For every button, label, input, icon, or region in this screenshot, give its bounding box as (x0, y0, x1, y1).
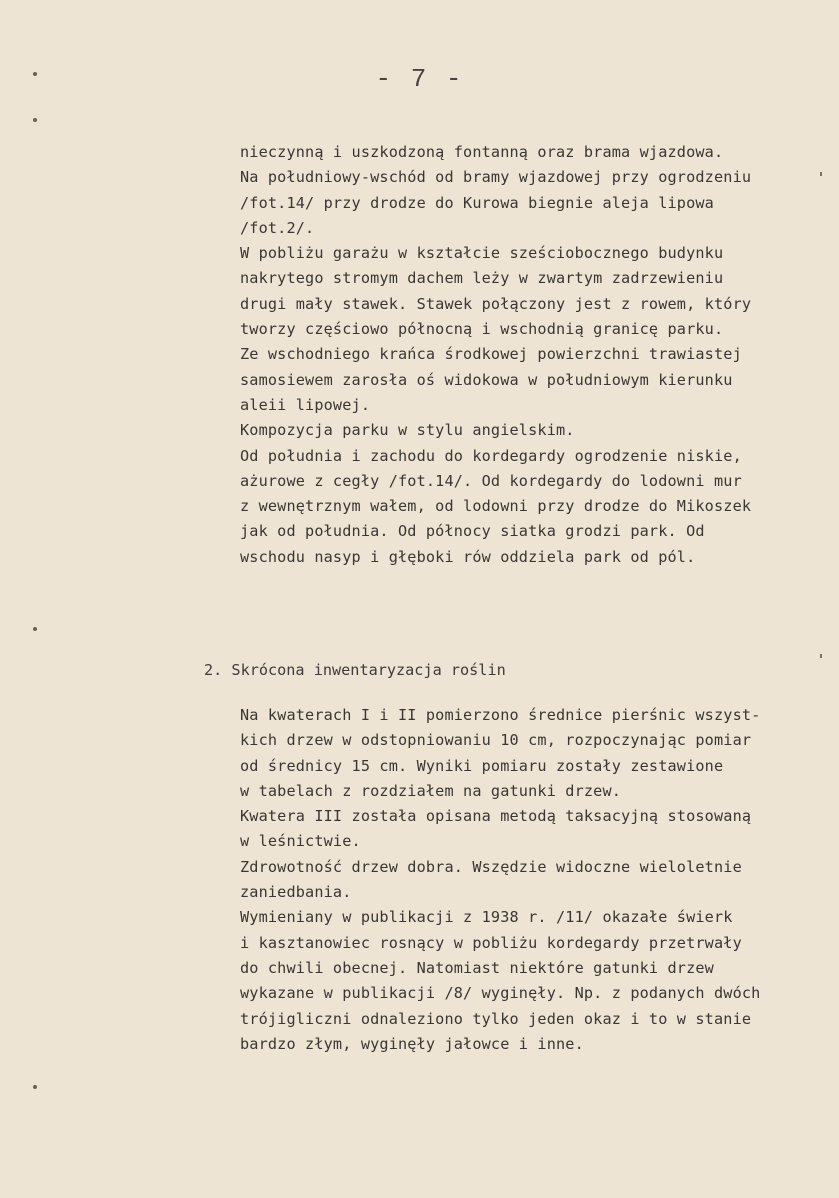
section-heading: 2. Skrócona inwentaryzacja roślin (204, 661, 506, 679)
text-line: W pobliżu garażu w kształcie sześciobocznego budynku (240, 244, 724, 263)
text-line: nakrytego stromym dachem leży w zwartym zadrzewieniu (240, 269, 724, 288)
body-text-part2 (240, 703, 830, 1057)
text-line: nieczynną i uszkodzoną fontanną oraz brama wjazdowa. (240, 143, 724, 161)
text-line: /fot.14/ przy drodze do Kurowa biegnie aleja lipowa (240, 193, 714, 212)
punch-mark-2 (33, 118, 37, 122)
text-line: Wymieniany w publikacji z 1938 r. /11/ okazałe świerk (240, 908, 733, 927)
punch-mark-3 (33, 627, 37, 631)
text-line: Na kwaterach I i II pomierzono średnice pierśnic wszyst- (240, 706, 761, 724)
text-line: trójigliczni odnaleziono tylko jeden okaz i to w stanie (240, 1009, 752, 1028)
text-line: Na południowy-wschód od bramy wjazdowej przy ogrodzeniu (240, 168, 752, 187)
text-line: samosiewem zarosła oś widokowa w południowym kierunku (240, 370, 733, 389)
text-line: Zdrowotność drzew dobra. Wszędzie widoczne wieloletnie (240, 857, 742, 876)
text-line: /fot.2/. (240, 218, 315, 237)
text-line: kich drzew w odstopniowaniu 10 cm, rozpoczynając pomiar (240, 731, 752, 750)
text-line: i kasztanowiec rosnący w pobliżu kordegardy przetrwały (240, 933, 742, 952)
text-line: od średnicy 15 cm. Wyniki pomiaru zostały zestawione (240, 756, 724, 775)
text-line: tworzy częściowo północną i wschodnią granicę parku. (240, 320, 724, 339)
margin-mark-2 (820, 654, 822, 658)
text-line: Od południa i zachodu do kordegardy ogrodzenie niskie, (240, 446, 742, 465)
page-number: - 7 - (375, 64, 464, 94)
text-line: aleii lipowej. (240, 395, 371, 414)
body-text-part1 (240, 140, 830, 570)
text-line: z wewnętrznym wałem, od lodowni przy drodze do Mikoszek (240, 497, 752, 516)
text-line: ażurowe z cegły /fot.14/. Od kordegardy do lodowni mur (240, 471, 742, 490)
text-line: Kwatera III została opisana metodą taksacyjną stosowaną (240, 807, 752, 826)
text-line: Kompozycja parku w stylu angielskim. (240, 421, 575, 440)
text-line: Ze wschodniego krańca środkowej powierzchni trawiastej (240, 345, 742, 364)
text-line: bardzo złym, wyginęły jałowce i inne. (240, 1034, 584, 1053)
text-line: drugi mały stawek. Stawek połączony jest z rowem, który (240, 294, 752, 313)
text-line: do chwili obecnej. Natomiast niektóre gatunki drzew (240, 958, 714, 977)
text-line: wschodu nasyp i głęboki rów oddziela park od pól. (240, 547, 696, 566)
text-line: w tabelach z rozdziałem na gatunki drzew. (240, 781, 622, 800)
text-line: jak od południa. Od północy siatka grodzi park. Od (240, 522, 705, 541)
text-line: zaniedbania. (240, 883, 352, 902)
text-line: wykazane w publikacji /8/ wyginęły. Np. z podanych dwóch (240, 984, 761, 1003)
punch-mark-4 (33, 1085, 37, 1089)
text-line: w leśnictwie. (240, 832, 361, 851)
